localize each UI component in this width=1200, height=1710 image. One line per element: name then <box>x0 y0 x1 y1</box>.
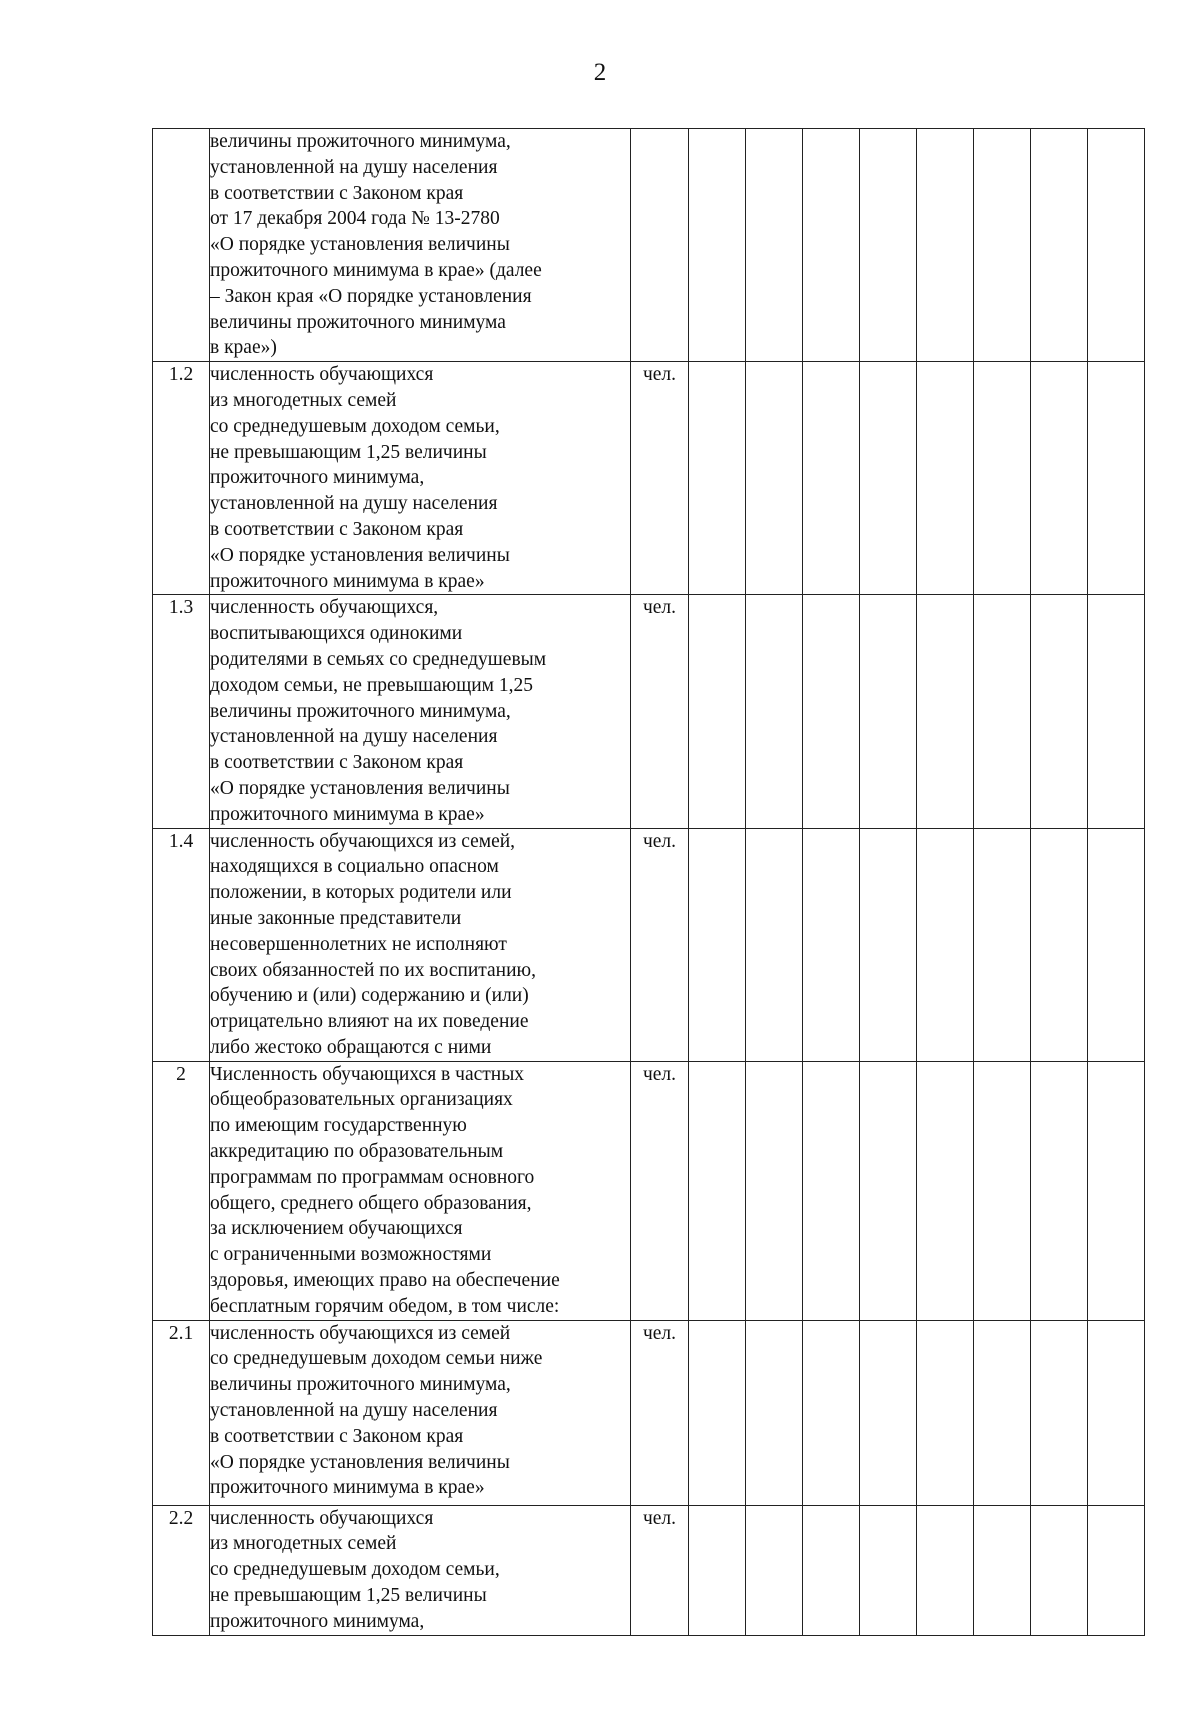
description-line: общеобразовательных организациях <box>210 1089 513 1111</box>
table-row <box>153 362 1145 595</box>
indicator-description-cell <box>210 1061 631 1320</box>
description-line: за исключением обучающихся <box>210 1218 463 1240</box>
indicator-description-cell <box>210 1320 631 1505</box>
value-cell <box>803 129 860 362</box>
value-cell <box>917 1505 974 1635</box>
description-line: воспитывающихся одинокими <box>210 623 463 645</box>
value-cell <box>974 828 1031 1061</box>
unit-cell: чел. <box>631 1320 689 1505</box>
value-cell <box>1031 595 1088 828</box>
description-line: бесплатным горячим обедом, в том числе: <box>210 1295 560 1317</box>
description-line: численность обучающихся <box>210 364 434 386</box>
indicator-description-cell <box>210 828 631 1061</box>
value-cell <box>746 1320 803 1505</box>
unit-cell: чел. <box>631 362 689 595</box>
row-number-cell: 1.3 <box>153 595 210 828</box>
table-row <box>153 1320 1145 1505</box>
description-line: – Закон края «О порядке установления <box>210 285 532 307</box>
indicators-table <box>152 128 1145 1636</box>
description-line: величины прожиточного минимума, <box>210 131 511 152</box>
description-line: в крае») <box>210 337 277 359</box>
description-line: доходом семьи, не превышающим 1,25 <box>210 674 534 696</box>
value-cell <box>746 595 803 828</box>
row-number-cell: 1.2 <box>153 362 210 595</box>
description-line: численность обучающихся из семей, <box>210 830 516 852</box>
row-number-cell: 2.2 <box>153 1505 210 1635</box>
description-line: прожиточного минимума в крае» <box>210 803 485 825</box>
value-cell <box>1031 1505 1088 1635</box>
value-cell <box>1031 362 1088 595</box>
description-line: «О порядке установления величины <box>210 544 510 566</box>
value-cell <box>746 1061 803 1320</box>
value-cell <box>746 828 803 1061</box>
description-line: численность обучающихся, <box>210 597 439 619</box>
description-line: со среднедушевым доходом семьи, <box>210 415 500 437</box>
description-line: установленной на душу населения <box>210 156 498 178</box>
value-cell <box>803 595 860 828</box>
description-line: не превышающим 1,25 величины <box>210 1585 487 1607</box>
table-row <box>153 828 1145 1061</box>
description-line: в соответствии с Законом края <box>210 182 464 204</box>
description-line: находящихся в социально опасном <box>210 856 499 878</box>
table-body <box>153 129 1145 1636</box>
description-line: Численность обучающихся в частных <box>210 1063 525 1085</box>
description-line: «О порядке установления величины <box>210 234 510 256</box>
description-line: здоровья, имеющих право на обеспечение <box>210 1270 560 1292</box>
description-line: в соответствии с Законом края <box>210 518 464 540</box>
description-line: установленной на душу населения <box>210 1400 498 1422</box>
description-line: либо жестоко обращаются с ними <box>210 1036 492 1058</box>
value-cell <box>746 129 803 362</box>
value-cell <box>1088 1061 1145 1320</box>
value-cell <box>689 1320 746 1505</box>
value-cell <box>803 828 860 1061</box>
description-line: программам по программам основного <box>210 1166 535 1188</box>
value-cell <box>689 828 746 1061</box>
description-line: иные законные представители <box>210 907 462 929</box>
value-cell <box>1031 1320 1088 1505</box>
value-cell <box>689 595 746 828</box>
value-cell <box>1088 828 1145 1061</box>
unit-cell <box>631 129 689 362</box>
value-cell <box>746 362 803 595</box>
indicator-description-cell <box>210 129 631 362</box>
value-cell <box>1088 595 1145 828</box>
unit-cell: чел. <box>631 828 689 1061</box>
value-cell <box>974 1505 1031 1635</box>
value-cell <box>917 129 974 362</box>
value-cell <box>689 129 746 362</box>
value-cell <box>803 1505 860 1635</box>
description-line: в соответствии с Законом края <box>210 1425 464 1447</box>
description-line: величины прожиточного минимума, <box>210 1374 511 1396</box>
description-line: величины прожиточного минимума <box>210 311 506 333</box>
value-cell <box>860 1320 917 1505</box>
description-line: прожиточного минимума в крае» (далее <box>210 259 542 281</box>
description-line: из многодетных семей <box>210 1533 397 1555</box>
value-cell <box>974 595 1031 828</box>
unit-cell: чел. <box>631 1061 689 1320</box>
value-cell <box>917 1061 974 1320</box>
description-line: по имеющим государственную <box>210 1115 467 1137</box>
description-line: положении, в которых родители или <box>210 882 512 904</box>
description-line: прожиточного минимума в крае» <box>210 1477 485 1499</box>
description-line: «О порядке установления величины <box>210 1451 510 1473</box>
value-cell <box>974 1061 1031 1320</box>
value-cell <box>1088 362 1145 595</box>
value-cell <box>860 595 917 828</box>
value-cell <box>860 828 917 1061</box>
value-cell <box>746 1505 803 1635</box>
value-cell <box>689 362 746 595</box>
description-line: со среднедушевым доходом семьи, <box>210 1559 500 1581</box>
value-cell <box>917 362 974 595</box>
description-line: прожиточного минимума, <box>210 467 425 489</box>
description-line: установленной на душу населения <box>210 726 498 748</box>
value-cell <box>1088 1320 1145 1505</box>
value-cell <box>917 828 974 1061</box>
description-line: с ограниченными возможностями <box>210 1244 492 1266</box>
page-number: 2 <box>593 59 607 86</box>
description-line: родителями в семьях со среднедушевым <box>210 648 547 670</box>
value-cell <box>1088 129 1145 362</box>
value-cell <box>917 595 974 828</box>
value-cell <box>974 362 1031 595</box>
table-row <box>153 595 1145 828</box>
value-cell <box>803 1320 860 1505</box>
description-line: отрицательно влияют на их поведение <box>210 1011 529 1033</box>
description-line: в соответствии с Законом края <box>210 752 464 774</box>
table-row <box>153 1505 1145 1635</box>
description-line: аккредитацию по образовательным <box>210 1141 504 1163</box>
value-cell <box>1088 1505 1145 1635</box>
unit-cell: чел. <box>631 1505 689 1635</box>
value-cell <box>803 362 860 595</box>
value-cell <box>917 1320 974 1505</box>
value-cell <box>803 1061 860 1320</box>
description-line: из многодетных семей <box>210 389 397 411</box>
indicator-description-cell <box>210 1505 631 1635</box>
description-line: «О порядке установления величины <box>210 777 510 799</box>
value-cell <box>1031 129 1088 362</box>
value-cell <box>1031 1061 1088 1320</box>
description-line: величины прожиточного минимума, <box>210 700 511 722</box>
description-line: прожиточного минимума в крае» <box>210 570 485 592</box>
description-line: прожиточного минимума, <box>210 1610 425 1632</box>
description-line: не превышающим 1,25 величины <box>210 441 487 463</box>
value-cell <box>860 362 917 595</box>
description-line: обучению и (или) содержанию и (или) <box>210 985 529 1007</box>
description-line: со среднедушевым доходом семьи ниже <box>210 1348 543 1370</box>
value-cell <box>974 129 1031 362</box>
description-line: численность обучающихся из семей <box>210 1322 511 1344</box>
value-cell <box>860 1505 917 1635</box>
row-number-cell: 2 <box>153 1061 210 1320</box>
value-cell <box>1031 828 1088 1061</box>
value-cell <box>974 1320 1031 1505</box>
unit-cell: чел. <box>631 595 689 828</box>
value-cell <box>689 1505 746 1635</box>
description-line: численность обучающихся <box>210 1507 434 1529</box>
value-cell <box>689 1061 746 1320</box>
indicator-description-cell <box>210 595 631 828</box>
value-cell <box>860 129 917 362</box>
description-line: от 17 декабря 2004 года № 13-2780 <box>210 208 500 230</box>
table-row <box>153 129 1145 362</box>
table-row <box>153 1061 1145 1320</box>
description-line: установленной на душу населения <box>210 493 498 515</box>
row-number-cell <box>153 129 210 362</box>
description-line: общего, среднего общего образования, <box>210 1192 532 1214</box>
row-number-cell: 1.4 <box>153 828 210 1061</box>
description-line: несовершеннолетних не исполняют <box>210 933 507 955</box>
indicator-description-cell <box>210 362 631 595</box>
row-number-cell: 2.1 <box>153 1320 210 1505</box>
value-cell <box>860 1061 917 1320</box>
description-line: своих обязанностей по их воспитанию, <box>210 959 536 981</box>
